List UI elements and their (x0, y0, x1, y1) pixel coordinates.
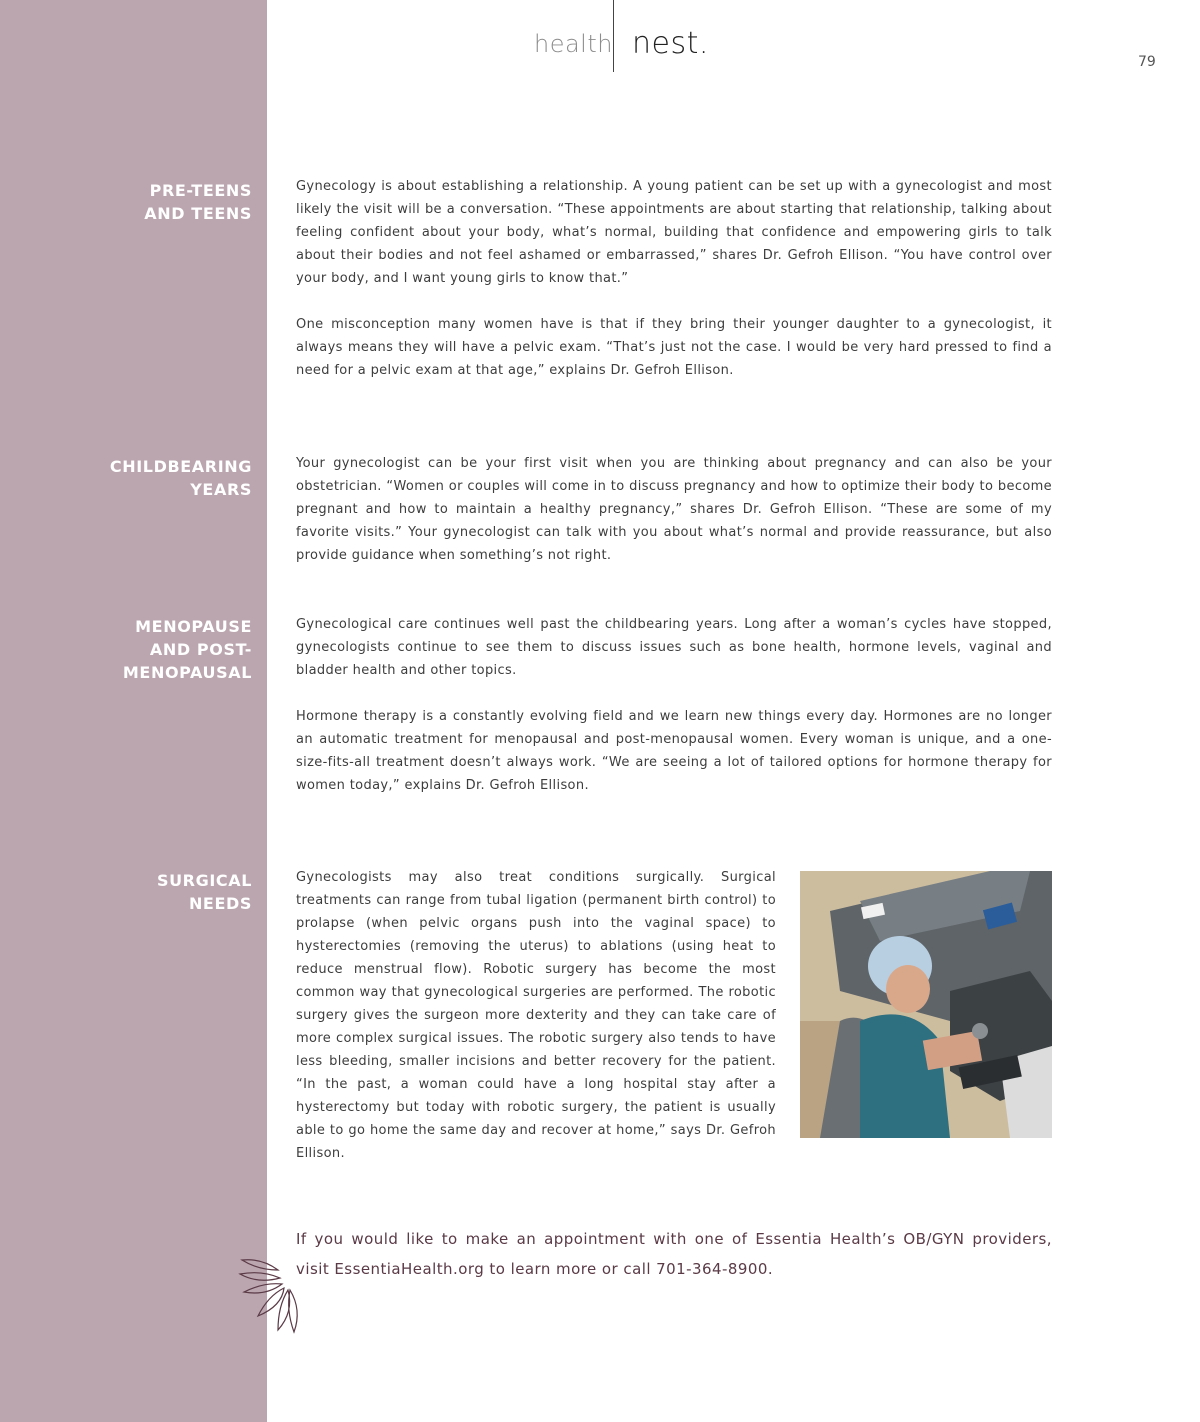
paragraph-menopause-2: Hormone therapy is a constantly evolving field and we learn new things every day. Hormones are no longer an automatic treatment for menopausal and post-menopausal women. Every woman is unique, and a one-size-fits-all treatment doesn’t always work. “We are seeing a lot of tailored options for hormone therapy for women today,” explains Dr. Gefroh Ellison. (296, 709, 1052, 793)
surgeon-robot-photo (800, 871, 1052, 1138)
paragraph-preteens-2: One misconception many women have is that if they bring their younger daughter to a gynecologist, it always means they will have a pelvic exam. “That’s just not the case. I would be very hard pressed to find a need for a pelvic exam at that age,” explains Dr. Gefroh Ellison. (296, 317, 1052, 378)
section-label-surgical: SURGICAL NEEDS (156, 871, 252, 913)
paragraph-preteens-1: Gynecology is about establishing a relationship. A young patient can be set up with a gynecologist and most likely the visit will be a conversation. “These appointments are about starting that relationship, talking about feeling confident about your body, what’s normal, building that confidence and empowering girls to talk about their bodies and not feel ashamed or embarrassed,” shares Dr. Gefroh Ellison. “You have control over your body, and I want young girls to know that.” (296, 179, 1052, 286)
masthead-section-title: health (534, 30, 613, 58)
section-label-menopause: MENOPAUSE AND POST- MENOPAUSAL (122, 617, 252, 682)
section-label-preteens: PRE-TEENS AND TEENS (144, 181, 252, 223)
paragraph-menopause-1: Gynecological care continues well past the childbearing years. Long after a woman’s cycles have stopped, gynecologists continue to see them to discuss issues such as bone health, hormone levels, vaginal and bladder health and other topics. (296, 617, 1052, 678)
paragraph-childbearing-1: Your gynecologist can be your first visit when you are thinking about pregnancy and can also be your obstetrician. “Women or couples will come in to discuss pregnancy and how to optimize their body to become pregnant and how to maintain a healthy pregnancy,” shares Dr. Gefroh Ellison. “These are some of my favorite visits.” Your gynecologist can talk with you about what’s normal and provide reassurance, but also provide guidance when something’s not right. (296, 456, 1052, 563)
masthead-logo: nest. (632, 26, 709, 61)
section-label-childbearing: CHILDBEARING YEARS (109, 457, 252, 499)
masthead-divider (613, 0, 614, 72)
leaf-ornament-icon (238, 1256, 306, 1340)
page-number: 79 (1138, 54, 1156, 70)
appointment-cta: If you would like to make an appointment with one of Essentia Health’s OB/GYN providers, visit EssentiaHealth.org to learn more or call 701-364-8900. (296, 1230, 1052, 1278)
paragraph-surgical-1: Gynecologists may also treat conditions surgically. Surgical treatments can range from tubal ligation (permanent birth control) to prolapse (when pelvic organs push into the vaginal space) to hysterectomies (removing the uterus) to ablations (using heat to reduce menstrual flow). Robotic surgery has become the most common way that gynecological surgeries are performed. The robotic surgery gives the surgeon more dexterity and they can take care of more complex surgical issues. The robotic surgery also tends to have less bleeding, smaller incisions and better recovery for the patient. “In the past, a woman could have a long hospital stay after a hysterectomy but today with robotic surgery, the patient is usually able to go home the same day and recover at home,” says Dr. Gefroh Ellison. (296, 870, 776, 1161)
